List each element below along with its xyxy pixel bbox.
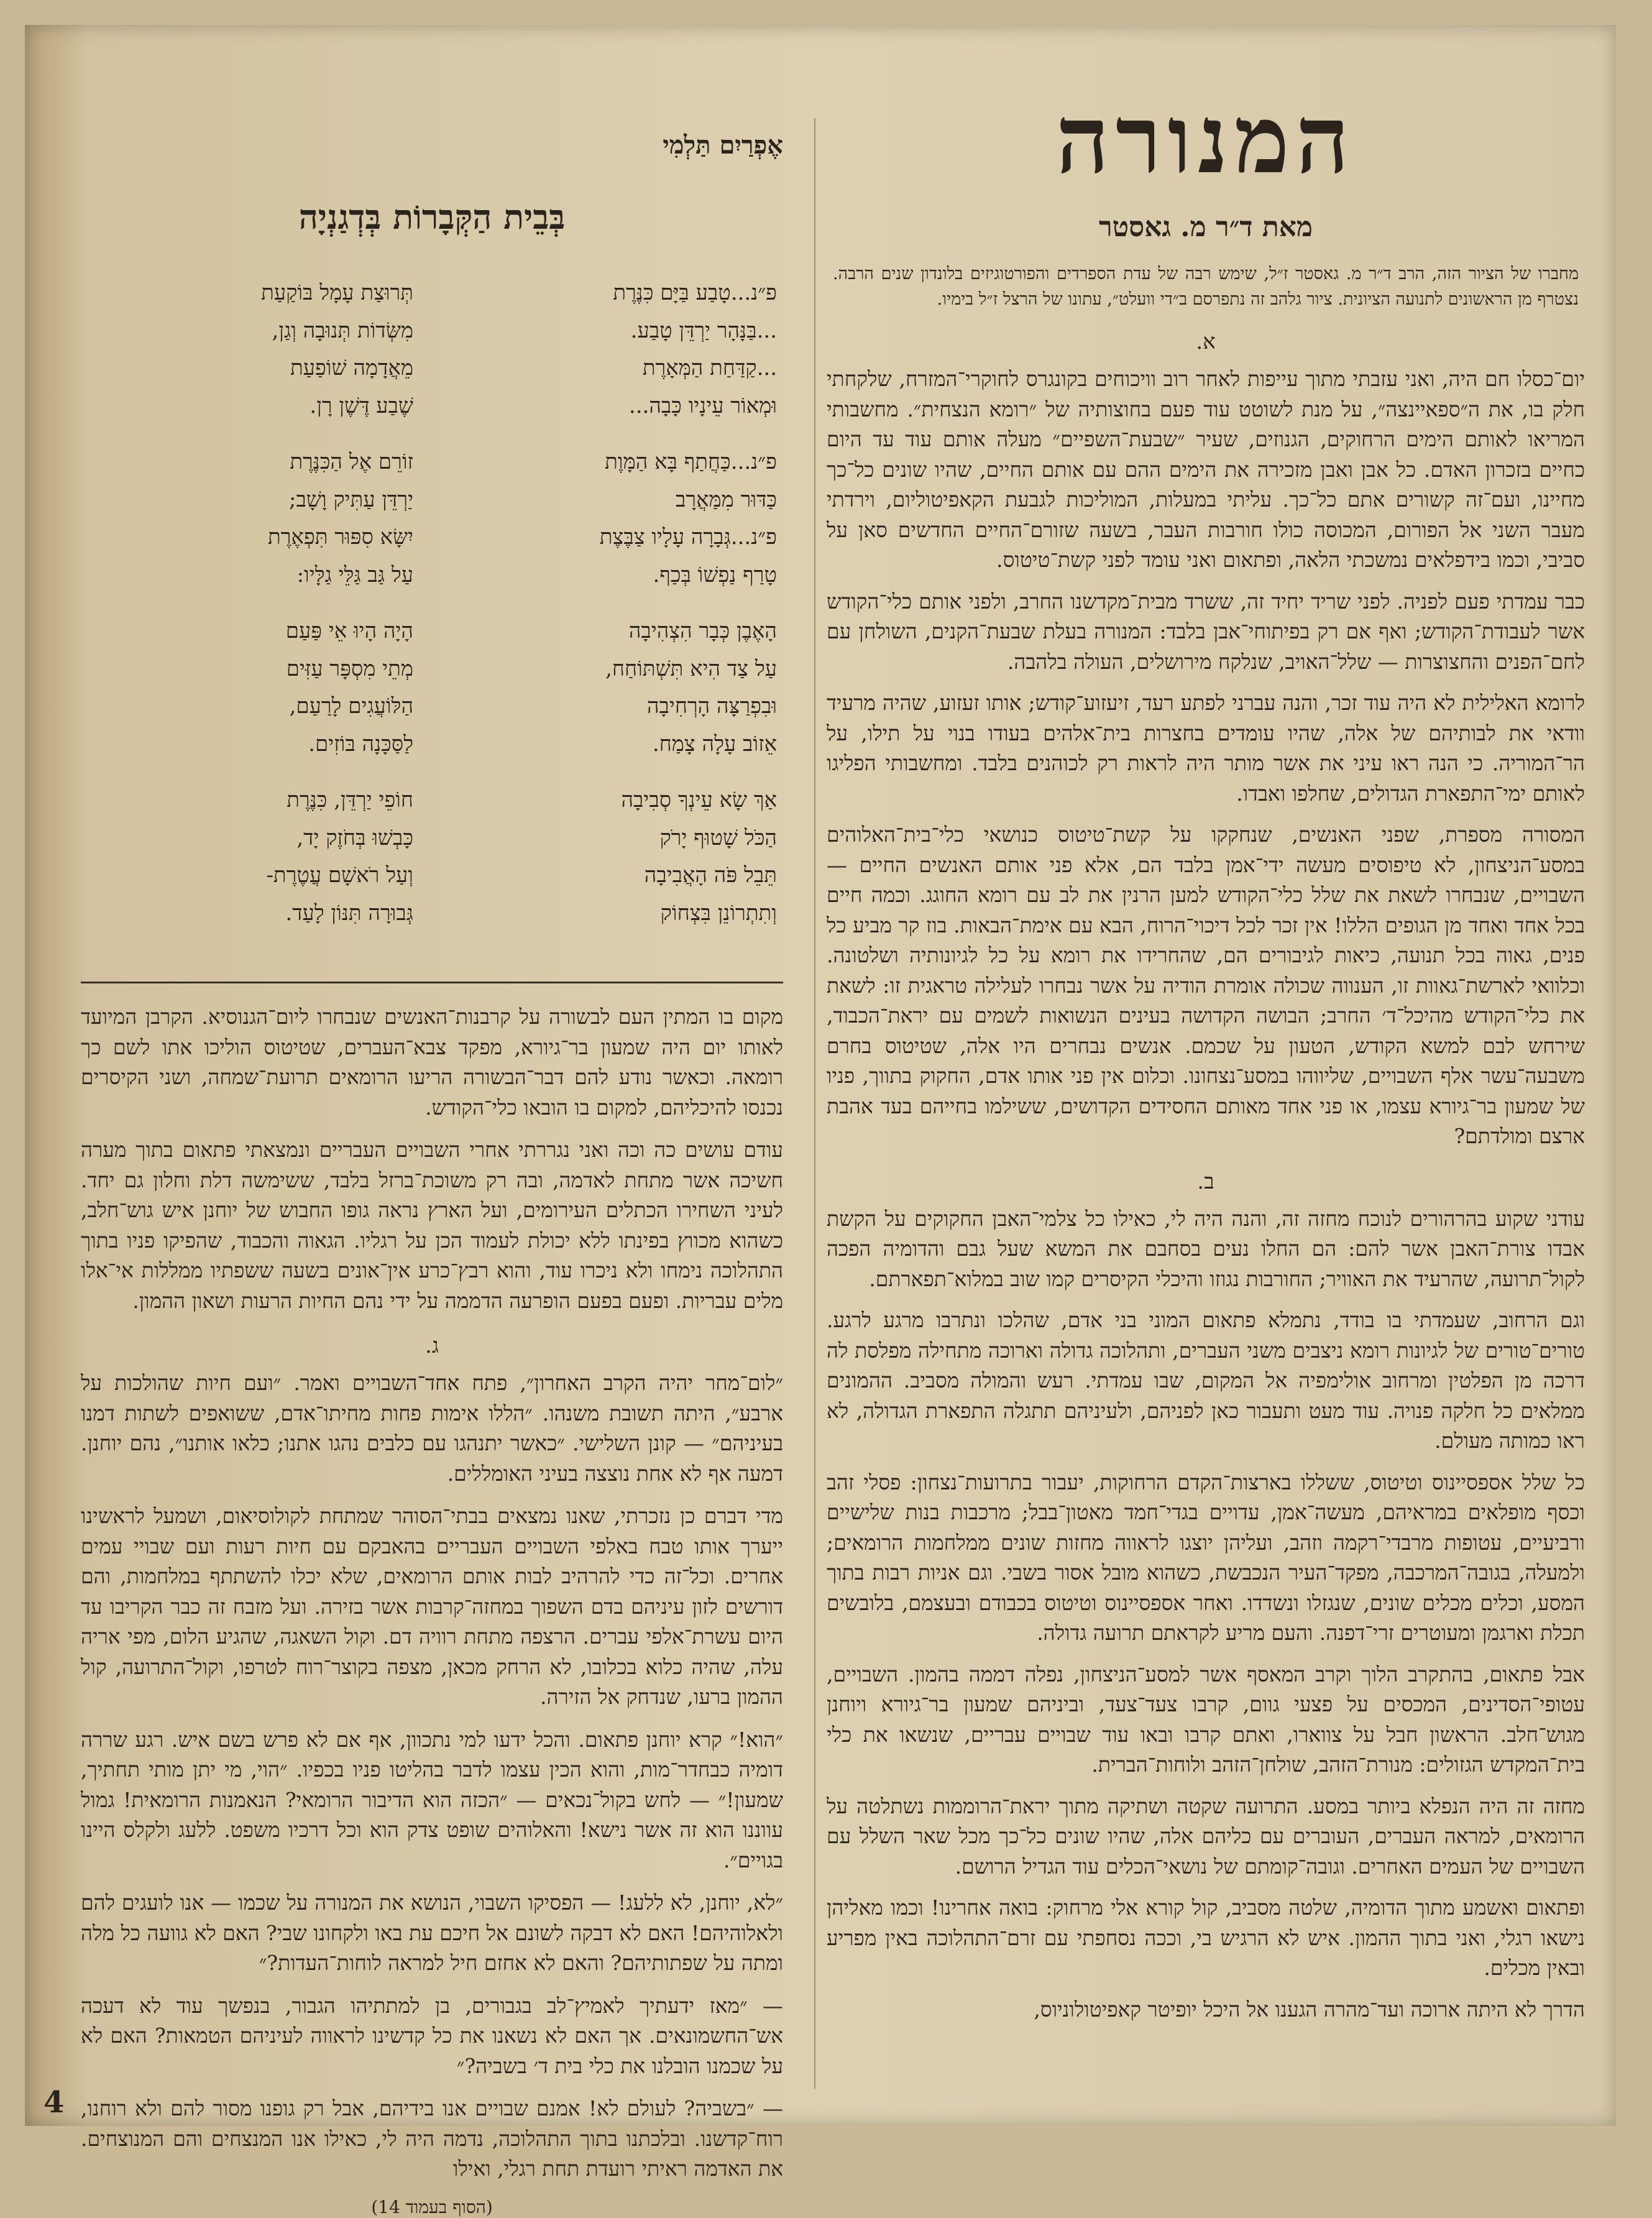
poem-line: פ״נ...כַּחֲתַף בָּא הַמָּוֶת <box>605 449 777 475</box>
section-mark-3: ג. <box>424 1333 439 1359</box>
page-number: 4 <box>44 2085 65 2120</box>
paragraph: אבל פתאום, בהתקרב הלוך וקרב המאסף אשר למסע־הניצחון, נפלה דממה בהמון. השבויים, עטופי־הסדינים, המכסים על פצעי גוום, קרבו צעד־צעד, וביניהם שמעון בר־גיורא ויוחנן מגוש־חלב. הראשון חבל על צווארו, ואתם קרבו ובאו עוד שבויים עבריים, שנשאו את כלי בית־המקדש הגזולים: מנורת־הזהב, שולחן־הזהב ולוחות־הברית. <box>827 1662 1585 1777</box>
article-byline: מאת ד״ר מ. גאסטר <box>1098 211 1313 243</box>
article-column-menorah <box>820 25 1591 2036</box>
paragraph: מקום בו המתין העם לבשורה על קרבנות־האנשים שנבחרו ליום־הגנוסיא. הקרבן המיועד לאותו יום היה שמעון בר־גיורא, מפקד צבא־העברים, שטיטוס הוליכו אתו לשם כך רומאה. וכאשר נודע להם דבר־הבשורה הריעו הרומאים תרועת־שמחה, ושני הקיסרים נכנסו להיכליהם, למקום בו הובאו כלי־הקודש. <box>81 1005 784 1120</box>
poem-line: ...בַּנָּהָר יַרְדֵּן טָבַע. <box>630 318 777 343</box>
stanza <box>87 274 413 425</box>
poem-line: גְּבוּרָה תִּנּוֹן לָעַד. <box>285 900 413 926</box>
stanza <box>451 274 777 425</box>
poem-line: וְתִתְרוֹנֵן בִּצְחוֹק <box>660 900 777 926</box>
paragraph: ״לום־מחר יהיה הקרב האחרון״, פתח אחד־השבויים ואמר. ״ועם חיות שהולכות על ארבע״, היתה תשובת משנהו. ״הללו אימות פחות מחיתו־אדם, ששואפים לשתות דמנו בעיניהם״ — קונן השלישי. ״כאשר יתנהגו עם כלבים נהגו אתנו; כלאו אותנו״, נהם יוחנן. דמעה אף לא אחת נוצצה בעיני האומללים. <box>81 1371 783 1486</box>
poem-and-continuation-column <box>68 25 796 2218</box>
poem-right-column <box>451 274 777 950</box>
paragraph: ופתאום ואשמע מתוך הדומיה, שלטה מסביב, קול קורא אלי מרחוק: בואה אחרינו! וכמו מאליהן נישאו רגלי, ואני בתוך ההמון. איש לא הרגיש בי, וככה נסחפתי עם זרם־התהלוכה באין מפריע ובאין מכלים. <box>827 1895 1585 1980</box>
poet-name: אֶפְרַיִם תַּלְמִי <box>663 131 783 160</box>
poem-line: מִשְּׂדוֹת תְּנוּבָה וְגַן, <box>272 318 413 343</box>
stanza <box>87 612 413 763</box>
paragraph: ״הוא!״ קרא יוחנן פתאום. והכל ידעו למי נתכוון, אף אם לא פרש בשם איש. רגע שררה דומיה כבחדר־מות, והוא הכין עצמו לדבר בהליטו פניו בכפיו. ״הוי, מי יתן מותי תחתיך, שמעון!״ — לחש בקול־נכאים — ״הכזה הוא הדיבור הרומאי? הנאמנות הרומאית! גמול עווננו הוא זה אשר נישא! והאלוהים שופט צדק הוא וכל דרכיו משפט. ללעג ולקלס היינו בגויים״. <box>81 1727 783 1872</box>
stanza <box>451 781 777 932</box>
poem-left-column <box>87 274 413 950</box>
poem-line: יַרְדֵּן עַתִּיק וָשָׁב; <box>289 487 413 512</box>
paragraph: מחזה זה היה הנפלא ביותר במסע. התרועה שקטה ושתיקה מתוך יראת־הרוממות נשתלטה על הרומאים, למראה העברים, העוברים עם כליהם אלה, שהיו שונים כל־כך מכל שאר השלל עם השבויים של העמים האחרים. וגובה־קומתם של נושאי־הכלים עוד הגדיל הרושם. <box>827 1793 1585 1879</box>
continued-note: (הסוף בעמוד 14) <box>371 2196 493 2217</box>
paragraph: עודם עושים כה וכה ואני נגררתי אחרי השבויים העבריים ונמצאתי פתאום בתוך מערה חשיכה אשר מתחת לאדמה, ובה רק משוכת־ברזל בלבד, ששימשה דלת וחלון גם יחד. לעיני השחירו הכתלים העירומים, ועל הארץ נראה גופו החבוש של יוחנן איש גוש־חלב, כשהוא מכווץ בפינתו ללא יכולת לעמוד הכן על רגליו. הגאוה והכבוד, שהפיקו פניו בתוך התהלוכה נימחו ולא ניכרו עוד, והוא רבץ־כרע אין־אונים בשעה ששפתיו ממללות אי־אלו מלים עבריות. ופעם בפעם הופרעה הדממה על ידי נהם החיות הרעות ושאון ההמון. <box>81 1138 783 1313</box>
paragraph: — ״בשביה? לעולם לא! אמנם שבויים אנו בידיהם, אבל רק גופנו מסור להם ולא רוחנו, רוח־קדשנו. ובלכתנו בתוך התהלוכה, נדמה היה לי, כאילו אנו המנצחים והם המנוצחים. את האדמה ראיתי רועדת תחת רגלי, ואילו <box>81 2096 783 2181</box>
paragraph: מדי דברם כן נזכרתי, שאנו נמצאים בבתי־הסוהר שמתחת לקולוסיאום, ושמעל לראשינו ייערך אותו טבח באלפי השבויים העבריים בהאבקם עם חיות רעות ועם שבויי עמים אחרים. וכל־זה כדי להרהיב לבות אותם הרומאים, שלא יכלו להשתתף במלחמות, והם דורשים לזון עיניהם בדם השפוך במחזה־קרבות אשר בזירה. ועל מזבח זה כבר הקריבו עד היום עשרת־אלפי עברים. הרצפה מתחת רוויה דם. וקול השאגה, שהגיע הלום, מפי אריה עלה, שהיה כלוא בכלובו, לא הרחק מכאן, מצפה בקוצר־רוח לטרפו, וקול־התרועה, קול ההמון ברעו, שנדחק אל הזירה. <box>81 1504 783 1710</box>
poem-line: כָּבְשׁוּ בְּחֹזֶק יָד, <box>296 825 413 850</box>
poem-line: ...קַדַּחַת הַמְּאָרֶת <box>642 356 777 381</box>
paragraph: — ״מאז ידעתיך לאמיץ־לב בגבורים, בן למתתיהו הגבור, בנפשך עוד לא דעכה אש־החשמונאים. אך האם לא נשאנו את כל קדשינו לראווה לעיניהם הטמאות? האם לא על שכמנו הובלנו את כלי בית ד׳ בשביה?״ <box>81 1993 783 2078</box>
section-1-text <box>827 364 1585 1152</box>
paragraph: עודני שקוע בהרהורים לנוכח מחזה זה, והנה היה לי, כאילו כל צלמי־האבן החקוקים על הקשת אבדו צורת־האבן אשר להם: הם החלו נעים בסחבם את המשא שעל גבם והדומיה הפכה לקול־תרועה, שהרעיד את האוויר; החורבות נגוזו והיכלי הקיסרים קמו שוב במלוא־תפארתם. <box>827 1206 1585 1291</box>
poem-line: מְתֵי מִסְפָּר עַזִּים <box>286 656 413 681</box>
poem-line: הַלּוֹעֲגִים לָרַעַם, <box>289 694 413 719</box>
continuation-text <box>81 1002 783 1316</box>
column-divider <box>814 118 815 2089</box>
paragraph: ״לא, יוחנן, לא ללעג! — הפסיקו השבוי, הנושא את המנורה על שכמו — אנו לועגים להם ולאלוהיהם! האם לא דבקה לשונם אל חיכם עת באו ולקחונו שבי? האם לא גוועה כל מלה ומתה על שפתותיהם? והאם לא אחזם חיל למראה לוחות־העדות?״ <box>81 1890 783 1976</box>
paragraph: המסורה מספרת, שפני האנשים, שנחקקו על קשת־טיטוס כנושאי כלי־בית־האלוהים במסע־הניצחון, לא טיפוסים מעשה ידי־אמן בלבד הם, אלא פני אותם האנשים החיים — השבויים, שנבחרו לשאת את שלל כלי־הקודש למען הרנין את לב עם רומא החוגג. וכמה חיים בכל אחד ואחד מן הגופים הללו! אין זכר לכל דיכוי־הרוח, הבא עם אימת־הבאות. בוז קר מביע כל פנים, גאוה בכל תנועה, כיאות לגיבורים הם, שהחרידו את רומא על כל לגיונותיה ושלטונה. וכלוואי לארשת־גאוות זו, הענווה שכולה אומרת הודיה על אשר נבחרו לעלילה טראגית זו: לשאת את כלי־הקודש מהיכל־ד׳ החרב; הבושה הקדושה בעינים הנשואות לשמים עם יראת־הכבוד, שירחש לבם למשא הקודש, הטעון על שכמם. אנשים נבחרים היו אלה, שטיטוס בחרם משבעה־עשר אלף השבויים, שליווהו במסע־נצחונו. וכלום אין פני אותו אדם, החקוק בתווך, פניו של שמעון בר־גיורא עצמו, או פני אחד מאותם החסידים הקדושים, ששילמו בחייהם בעד אהבת ארצם ומולדתם? <box>827 822 1585 1148</box>
section-3-text <box>81 1368 783 2184</box>
paragraph: יום־כסלו חם היה, ואני עזבתי מתוך עייפות לאחר רוב וויכוחים בקונגרס לחוקרי־המזרח, שלקחתי חלק בו, את ה״ספאיינצה״, על מנת לשוטט עוד פעם בחוצותיה של ״רומא הנצחית״. מחשבותי המריאו לאותם הימים הרחוקים, הגנוזים, שעיר ״שבעת־השפיים״ מעלה אותם עוד עד היום כחיים בזכרון האדם. כל אבן ואבן מזכירה את הימים ההם עם אותם החיים, שהיו שונים כל־כך מחיינו, ועם־זה קשורים אתם כל־כך. עליתי במעלות, המוליכות לגבעת הקאפיטוליום, וירדתי מעבר השני אל הפורום, המכוסה כולו חורבות העבר, בשעה שזורם־החיים החדשים סאן על סביבי, וכמו בידפלאים נמשכתי הלאה, ופתאום ואני עומד לפני קשת־טיטוס. <box>827 367 1585 572</box>
stanza <box>87 443 413 594</box>
stanza <box>451 612 777 763</box>
paragraph: הדרך לא היתה ארוכה ועד־מהרה הגענו אל היכל יופיטר קאפיטולוניוס, <box>1034 1997 1585 2022</box>
paragraph: כבר עמדתי פעם לפניה. לפני שריד יחיד זה, ששרד מבית־מקדשנו החרב, ולפני אותם כלי־הקודש אשר לעבודת־הקודש; ואף אם רק בפיתוחי־אבן בלבד: המנורה בעלת שבעת־הקנים, השולחן עם לחם־הפנים והחצוצרות — שלל־האויב, שנלקח מירושלים, העולה בלהבה. <box>827 589 1585 674</box>
section-mark-2: ב. <box>1197 1169 1214 1194</box>
paragraph: וגם הרחוב, שעמדתי בו בודד, נתמלא פתאום המוני בני אדם, שהלכו ונתרבו מרגע לרגע. טורים־טורים של לגיונות רומא ניצבים משני העברים, ותהלוכה גדולה וארוכה מתחילה מפלסת לה דרכה מן הפלטין ומרחוב אולימפיה אל המקום, שבו עמדתי. רעש והמולה מסביב. ההמונים ממלאים כל חלקה פנויה. עוד מעט ותעבור כאן לפניהם, ולעיניהם תתגלה התפארת הגדולה, לא ראו כמותה מעולם. <box>827 1308 1585 1453</box>
horizontal-divider <box>81 982 783 983</box>
poem-line: עַל גַּב גַּלֵּי גַלָּיו: <box>296 562 413 587</box>
poem-line: יִשָּׂא סִפּוּר תִּפְאֶרֶת <box>268 525 413 550</box>
paragraph: כל שלל אספסיינוס וטיטוס, ששללו בארצות־הקדם הרחוקות, יעבור בתרועות־נצחון: פסלי זהב וכסף מופלאים במראיהם, מעשה־אמן, עדויים בגדי־חמד מאטון־בבל; מרכבות בנות שלישיים ורביעיים, עטופות מרבדי־רקמה וזהב, ועליהן יוצגו לראווה מחזות שונים ממלחמות הרומאים; ולמעלה, בגובה־המרכבה, מפקד־העיר הנכבשת, כשהוא מובל אסור בשבי. וגם אניות רבות בתוך המסע, וכלים מכלים שונים, שנגזלו ונשדדו. ואחר אספסיינוס וטיטוס בכבודם ובעצמם, בלובשים תכלת וארגמן ומעוטרים זרי־דפנה. והעם מריע לקראתם תרועה גדולה. <box>827 1470 1585 1645</box>
poem-line: מֵאֲדָמָה שׁוֹפַעַת <box>290 356 413 381</box>
newspaper-page <box>25 25 1616 2217</box>
section-2-text <box>827 1204 1585 2025</box>
poem-title: בְּבֵית הַקְּבָרוֹת בְּדְגַנְיָה <box>298 197 566 237</box>
stanza <box>451 443 777 594</box>
paragraph: לרומא האלילית לא היה עוד זכר, והנה עברני לפתע רעד, זיעזוע־קודש; אותו זעזוע, שהיה מרעיד וודאי את לבותיהם של אלה, שהיו עומדים בחצרות בית־אלהים בעודו בנוי על תילו, על הר־המוריה. כי הנה ראו עיני את אשר מותר היה לראות רק לכוהנים בלבד. ומחשבותי הפליגו לאותם ימי־התפארת הגדולים, שחלפו ואבדו. <box>827 691 1585 806</box>
poem-line: פ״נ...גְּבָרָה עָלָיו צַבֶּצֶת <box>599 525 777 550</box>
poem-line: שֶׁבַע דֶּשֶׁן רָן. <box>310 393 413 418</box>
poem-line: וְעַל רֹאשָׁם עֲטֶרֶת- <box>266 863 413 888</box>
poem-line: וּבִפְרַצָּה הָרְחִיבָה <box>646 694 777 719</box>
poem-line: טָרַף נַפְשׁוֹ בְּכַף. <box>653 562 777 587</box>
poem-line: תְּרוּצַת עָמָל בּוֹקַעַת <box>261 280 413 305</box>
poem-line: הָיָה הָיוּ אֵי פַּעַם <box>285 619 413 644</box>
poem-line: חוֹפֵי יַרְדֵּן, כִּנֶּרֶת <box>287 788 413 813</box>
poem-line: לַסַּכָּנָה בּוֹזִים. <box>308 731 413 757</box>
poem-line: פ״נ...טָבַע בַּיָּם כִּנֶּרֶת <box>613 280 777 305</box>
article-title: המנורה <box>1055 85 1356 195</box>
poem-line: אַךְ שָׂא עֵינְךָ סְבִיבָה <box>621 788 777 813</box>
poem-line: תֵּבֵל פֹּה הָאֲבִיבָה <box>644 863 777 888</box>
stanza <box>87 781 413 932</box>
poem-line: אֵזוֹב עָלָה צָמַח. <box>652 731 777 757</box>
poem <box>87 274 777 950</box>
poem-line: זוֹרֵם אֶל הַכִּנֶּרֶת <box>290 449 413 475</box>
article-intro: מחברו של הציור הזה, הרב ד״ר מ. גאסטר ז״ל, שימש רבה של עדת הספרדים והפורטוגיזים בלונדון שנים הרבה. נצטרף מן הראשונים לתנועה הציונית. ציור גלהב זה נתפרסם ב״די וועלט״, עתונו של הרצל ז״ל בימיו. <box>833 264 1579 309</box>
poem-line: הַכֹּל שָׁטוּף יָרֹק <box>659 825 777 850</box>
poem-line: הָאֶבֶן כְּבָר הִצְהִיבָה <box>628 619 777 644</box>
poem-line: וּמְאוֹר עֵינָיו כָּבָה... <box>628 393 777 418</box>
poem-line: עַל צַד הִיא תִּשְׁתּוֹחַח, <box>605 656 777 681</box>
section-mark-1: א. <box>1196 329 1216 354</box>
poem-line: כַּדּוּר מִמַּאֲרָב <box>676 487 777 512</box>
